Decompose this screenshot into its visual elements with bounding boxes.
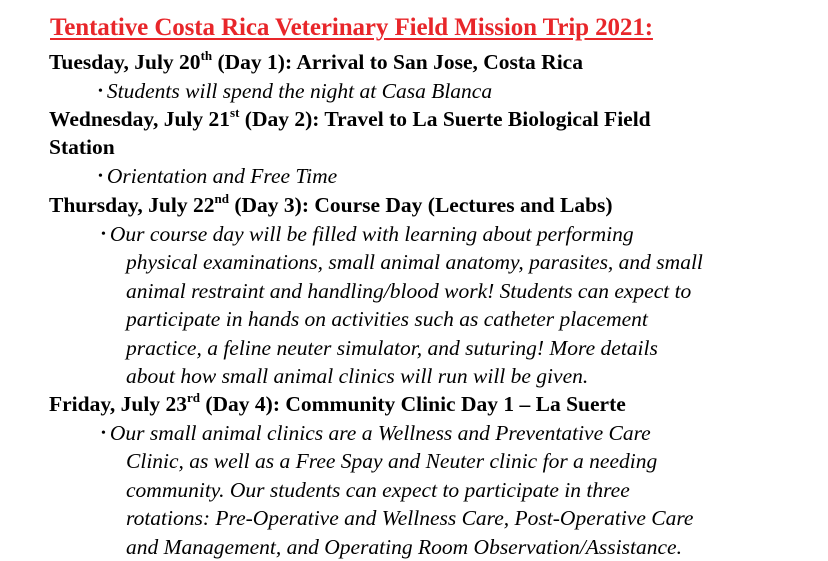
day-1-ordinal: th xyxy=(201,48,213,63)
paragraph-line: practice, a feline neuter simulator, and suturing! More details xyxy=(126,334,703,363)
day-2-heading-text: Wednesday, July 21 xyxy=(49,107,230,131)
paragraph-line: participate in hands on activities such as catheter placement xyxy=(126,305,703,334)
day-4-bullet-continuation xyxy=(126,447,693,561)
paragraph-line: animal restraint and handling/blood work! Students can expect to xyxy=(126,277,703,306)
day-4-ordinal: rd xyxy=(187,390,200,405)
paragraph-line: about how small animal clinics will run will be given. xyxy=(126,362,703,391)
paragraph-line: community. Our students can expect to participate in three xyxy=(126,476,693,505)
day-4-heading-rest: (Day 4): Community Clinic Day 1 – La Suerte xyxy=(200,392,626,416)
paragraph-line: rotations: Pre-Operative and Wellness Care, Post-Operative Care xyxy=(126,504,693,533)
day-3-heading xyxy=(49,191,613,219)
document-title: Tentative Costa Rica Veterinary Field Mission Trip 2021: xyxy=(50,14,653,42)
bullet-icon: • xyxy=(98,84,103,99)
day-3-bullet-continuation xyxy=(126,248,703,391)
paragraph-line: physical examinations, small animal anatomy, parasites, and small xyxy=(126,248,703,277)
day-1-heading xyxy=(49,48,583,76)
paragraph-line: Clinic, as well as a Free Spay and Neuter clinic for a needing xyxy=(126,447,693,476)
day-2-heading-line2: Station xyxy=(49,133,115,161)
day-2-ordinal: st xyxy=(230,105,239,120)
day-3-heading-text: Thursday, July 22 xyxy=(49,193,215,217)
day-4-heading-text: Friday, July 23 xyxy=(49,392,187,416)
day-1-heading-text: Tuesday, July 20 xyxy=(49,50,201,74)
bullet-icon: • xyxy=(101,426,106,441)
day-3-heading-rest: (Day 3): Course Day (Lectures and Labs) xyxy=(229,193,613,217)
day-2-heading xyxy=(49,105,651,133)
bullet-icon: • xyxy=(101,227,106,242)
day-1-bullet-text: Students will spend the night at Casa Blanca xyxy=(107,79,492,103)
day-2-heading-rest: (Day 2): Travel to La Suerte Biological Field xyxy=(239,107,650,131)
bullet-icon: • xyxy=(98,169,103,184)
day-2-bullet-text: Orientation and Free Time xyxy=(107,164,337,188)
day-2-bullet xyxy=(98,162,337,194)
paragraph-line: and Management, and Operating Room Observation/Assistance. xyxy=(126,533,693,561)
day-1-heading-rest: (Day 1): Arrival to San Jose, Costa Rica xyxy=(212,50,583,74)
day-4-bullet-text: Our small animal clinics are a Wellness and Preventative Care xyxy=(110,421,651,445)
day-3-bullet-text: Our course day will be filled with learning about performing xyxy=(110,222,634,246)
day-3-ordinal: nd xyxy=(215,191,229,206)
day-4-heading xyxy=(49,390,626,418)
